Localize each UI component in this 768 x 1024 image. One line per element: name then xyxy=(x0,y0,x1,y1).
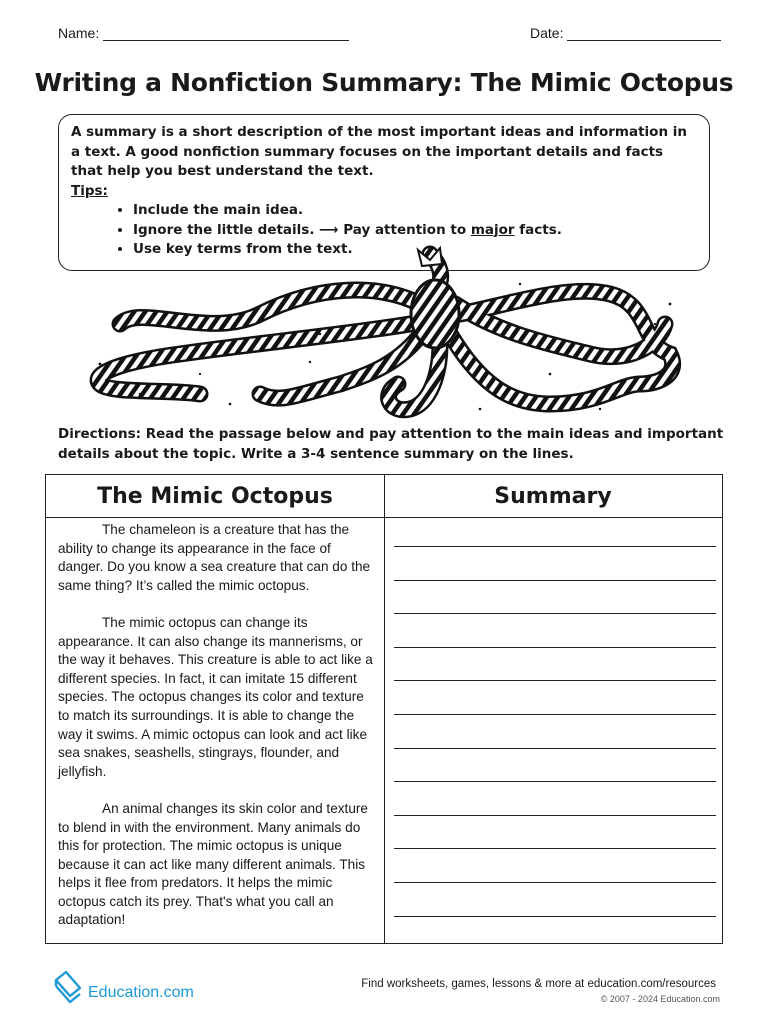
passage-paragraph: The mimic octopus can change its appearance. It can also change its mannerisms, or the way it behaves. This creature is able to act like a different species. In fact, it can imitate 15 different species. The octopus changes its color and texture to match its surroundings. It is able to change the way it swims. A mimic octopus can look and act like sea snakes, seashells, stingrays, flounder, and jellyfish. xyxy=(58,614,373,779)
logo-text: Education.com xyxy=(88,984,194,1001)
passage-paragraph: The chameleon is a creature that has the ability to change its appearance in the face of danger. Do you know a sea creature that can do the same thing? It’s called the mimic octopus. xyxy=(58,522,371,593)
octopus-illustration xyxy=(80,244,690,422)
summary-line[interactable] xyxy=(394,882,716,883)
footer-copyright: © 2007 - 2024 Education.com xyxy=(600,994,720,1004)
summary-line[interactable] xyxy=(394,815,716,816)
passage xyxy=(58,521,376,949)
summary-line[interactable] xyxy=(394,546,716,547)
passage-heading: The Mimic Octopus xyxy=(97,484,333,509)
tip-item: • Include the main idea. xyxy=(133,201,697,221)
summary-line[interactable] xyxy=(394,714,716,715)
name-line[interactable] xyxy=(103,24,349,41)
education-logo[interactable] xyxy=(52,968,194,1004)
tip-item: • Use key terms from the text. xyxy=(133,240,697,260)
date-field[interactable] xyxy=(530,24,721,41)
header-divider xyxy=(46,517,722,518)
summary-table xyxy=(45,474,723,944)
summary-line[interactable] xyxy=(394,647,716,648)
summary-line[interactable] xyxy=(394,848,716,849)
summary-line[interactable] xyxy=(394,680,716,681)
directions-text: Directions: Read the passage below and pay attention to the main ideas and important details about the topic. Write a 3-4 sentence summary on the lines. xyxy=(58,426,724,462)
name-field[interactable] xyxy=(58,24,349,41)
name-label: Name: xyxy=(58,25,100,41)
summary-line[interactable] xyxy=(394,580,716,581)
education-logo-icon xyxy=(52,970,84,1004)
summary-line[interactable] xyxy=(394,613,716,614)
intro-text: A summary is a short description of the most important ideas and information in a text. A good nonfiction summary focuses on the important details and facts that help you best understand the text. xyxy=(71,124,687,179)
column-divider xyxy=(384,475,385,943)
arrow-icon: ⟶ xyxy=(319,221,339,238)
page-title: Writing a Nonfiction Summary: The Mimic Octopus xyxy=(34,68,734,97)
summary-line[interactable] xyxy=(394,781,716,782)
tip-item: • Ignore the little details. ⟶ Pay attention to major facts. xyxy=(133,221,697,241)
date-line[interactable] xyxy=(567,24,721,41)
passage-paragraph: An animal changes its skin color and texture to blend in with the environment. Many animals do this for protection. The mimic octopus is unique because it can act like many different animals. This helps it flee from predators. It helps the mimic octopus catch its prey. That's what you call an adaptation! xyxy=(58,800,368,928)
summary-heading: Summary xyxy=(494,484,612,509)
summary-line[interactable] xyxy=(394,916,716,917)
date-label: Date: xyxy=(530,25,564,41)
summary-line[interactable] xyxy=(394,748,716,749)
footer-tagline[interactable]: Find worksheets, games, lessons & more at education.com/resources xyxy=(361,978,716,990)
tips-heading: Tips: xyxy=(71,182,108,199)
